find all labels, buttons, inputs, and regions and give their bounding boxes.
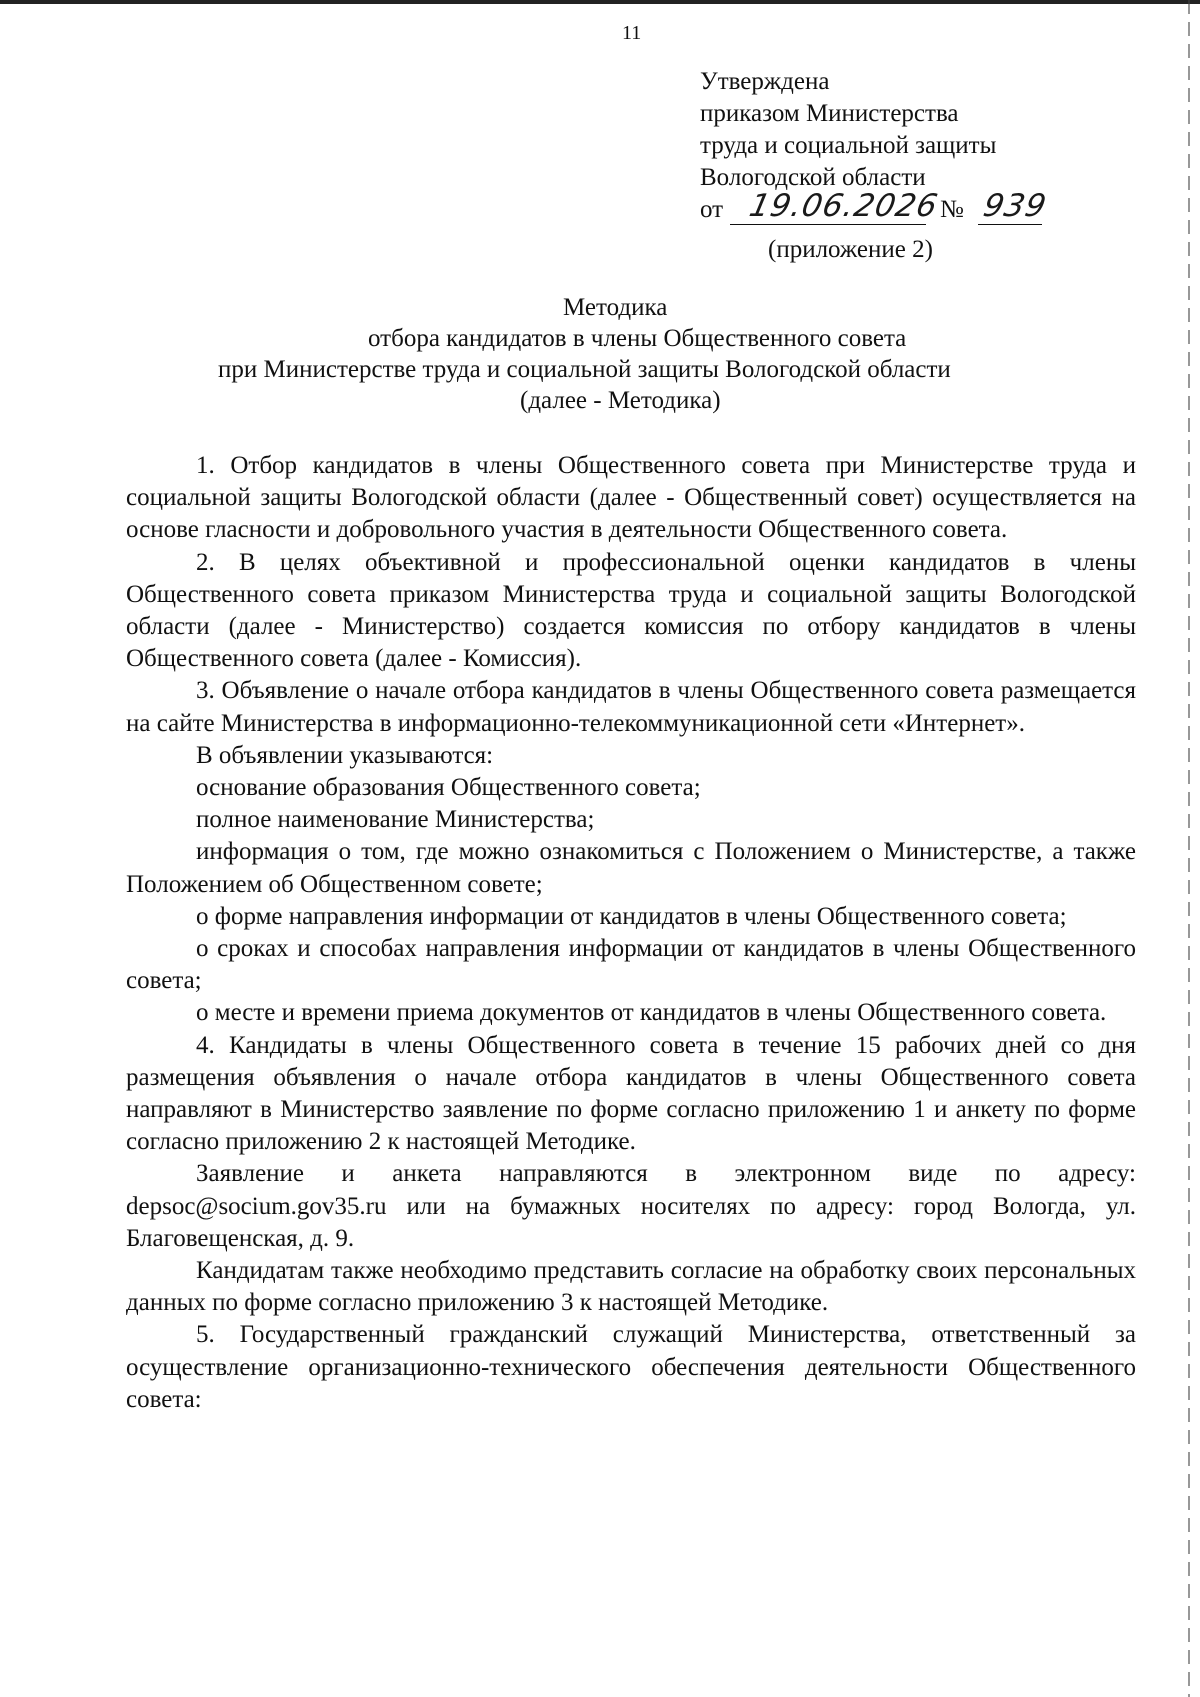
paragraph: полное наименование Министерства; xyxy=(196,806,595,834)
paragraph: 5. Государственный гражданский служащий Министерства, ответственный за осуществление организационно-технического обеспечения деятельности Общественного совета: xyxy=(126,1321,1136,1413)
approval-line: Вологодской области xyxy=(700,164,926,191)
title-line: Методика xyxy=(563,294,668,321)
approval-line: приказом Министерства xyxy=(700,100,959,127)
approval-line: Утверждена xyxy=(700,68,830,95)
paragraph: 3. Объявление о начале отбора кандидатов в члены Общественного совета размещается на сайте Министерства в информационно-телекоммуникационной сети «Интернет». xyxy=(126,677,1136,737)
appendix-note: (приложение 2) xyxy=(768,236,933,263)
title-line: отбора кандидатов в члены Общественного совета xyxy=(368,325,907,352)
paragraph: основание образования Общественного совета; xyxy=(196,774,701,802)
paragraph: о месте и времени приема документов от кандидатов в члены Общественного совета. xyxy=(196,999,1107,1027)
paragraph: Заявление и анкета направляются в электронном виде по адресу: depsoc@socium.gov35.ru или на бумажных носителях по адресу: город Вологда, ул. Благовещенская, д. 9. xyxy=(126,1160,1136,1252)
paragraph: информация о том, где можно ознакомиться с Положением о Министерстве, а также Положением об Общественном совете; xyxy=(126,838,1136,898)
document-body xyxy=(126,450,1136,1416)
date-number-row xyxy=(700,188,1050,234)
page-number: 11 xyxy=(622,22,642,44)
approval-line: труда и социальной защиты xyxy=(700,132,997,159)
paragraph: Кандидатам также необходимо представить согласие на обработку своих персональных данных по форме согласно приложению 3 к настоящей Методике. xyxy=(126,1257,1136,1317)
paragraph: 2. В целях объективной и профессиональной оценки кандидатов в члены Общественного совета приказом Министерства труда и социальной защиты Вологодской области (далее - Министерство) создается комиссия по отбору кандидатов в члены Общественного совета (далее - Комиссия). xyxy=(126,548,1136,673)
handwritten-number: 939 xyxy=(980,188,1050,224)
scan-top-border xyxy=(0,0,1200,4)
paragraph: о сроках и способах направления информации от кандидатов в члены Общественного совета; xyxy=(126,935,1136,995)
date-prefix: от xyxy=(700,196,724,223)
title-line: (далее - Методика) xyxy=(520,387,721,414)
date-underline xyxy=(730,224,926,225)
paragraph: В объявлении указываются: xyxy=(196,741,494,769)
approval-block xyxy=(700,66,1050,266)
title-line: при Министерстве труда и социальной защиты Вологодской области xyxy=(218,356,951,383)
number-prefix: № xyxy=(940,196,964,223)
paragraph: о форме направления информации от кандидатов в члены Общественного совета; xyxy=(196,902,1067,930)
handwritten-date: 19.06.2026 xyxy=(746,188,942,224)
paragraph: 4. Кандидаты в члены Общественного совета в течение 15 рабочих дней со дня размещения объявления о начале отбора кандидатов в члены Общественного совета направляют в Министерство заявление по форме согласно приложению 1 и анкету по форме согласно приложению 2 к настоящей Методике. xyxy=(126,1031,1136,1156)
number-underline xyxy=(978,224,1042,225)
scan-right-edge xyxy=(1188,0,1190,1697)
paragraph: 1. Отбор кандидатов в члены Общественного совета при Министерстве труда и социальной защиты Вологодской области (далее - Общественный совет) осуществляется на основе гласности и добровольного участия в деятельности Общественного совета. xyxy=(126,452,1136,544)
